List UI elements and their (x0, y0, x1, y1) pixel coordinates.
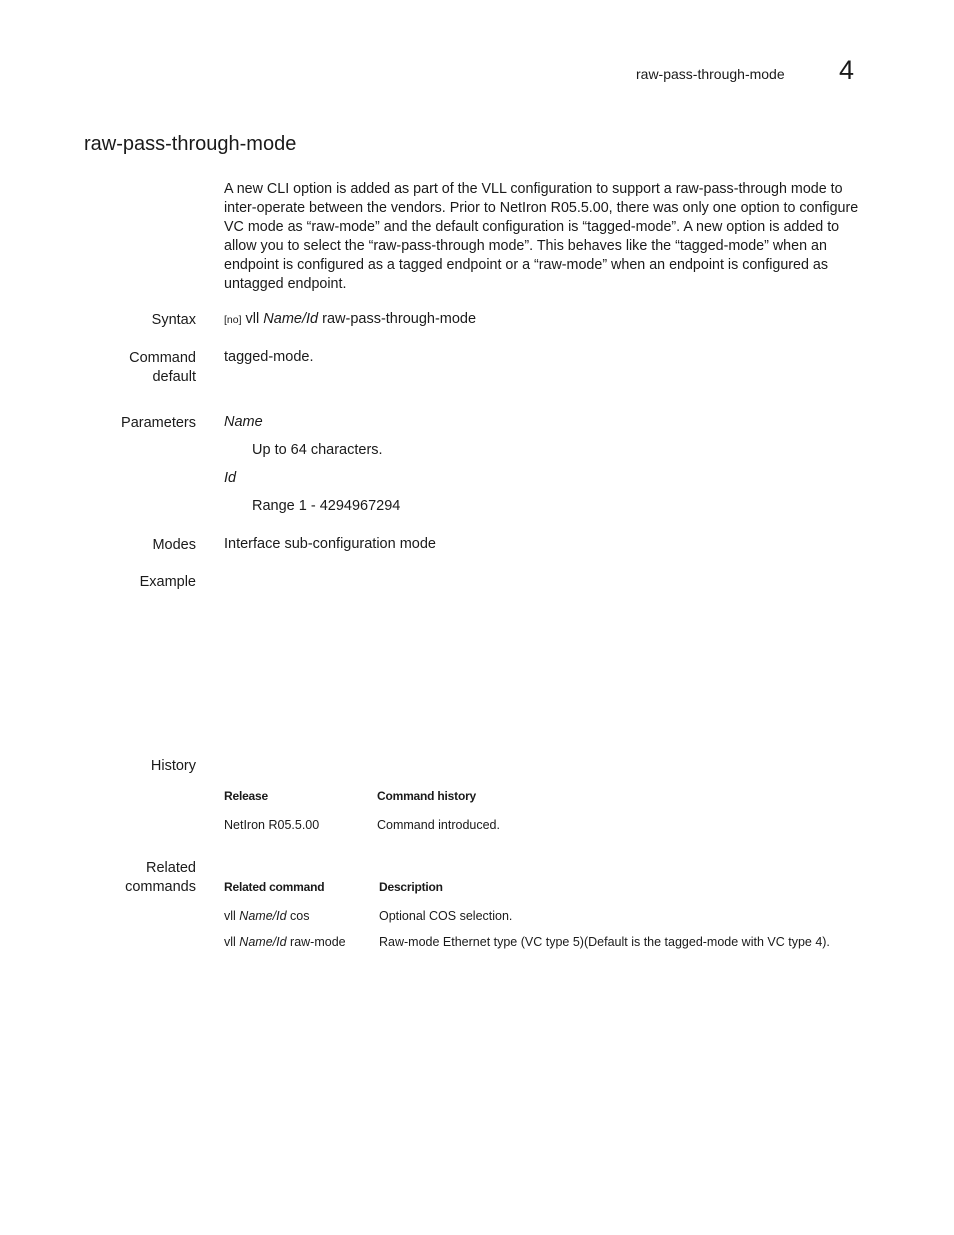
history-header-desc: Command history (377, 789, 477, 803)
related-commands-label: Related commands (125, 860, 196, 895)
syntax-command: vll (245, 311, 260, 327)
command-default-label: Command default (129, 350, 196, 385)
history-label: History (150, 758, 196, 774)
example-label: Example (139, 574, 196, 590)
syntax-rest: raw-pass-through-mode (322, 311, 477, 327)
chapter-number: 4 (839, 55, 855, 85)
related-header-command: Related command (224, 880, 325, 894)
param-name: Name (224, 414, 263, 430)
related-cell-command: vll Name/Id cos (224, 909, 310, 923)
syntax-no-keyword: [no] (224, 314, 242, 326)
param-desc: Range 1 - 4294967294 (252, 498, 401, 514)
related-cell-desc: Optional COS selection. (379, 909, 513, 923)
parameters-label: Parameters (121, 415, 196, 431)
history-cell-release: NetIron R05.5.00 (224, 818, 320, 832)
related-cell-command: vll Name/Id raw-mode (224, 935, 346, 949)
modes-label: Modes (152, 537, 196, 553)
related-cell-desc: Raw-mode Ethernet type (VC type 5)(Default is the tagged-mode with VC type 4). (379, 935, 830, 949)
syntax-label: Syntax (151, 312, 196, 328)
related-header-desc: Description (379, 880, 443, 894)
command-default-value: tagged-mode. (224, 349, 314, 365)
page-title: raw-pass-through-mode (84, 133, 297, 155)
param-desc: Up to 64 characters. (252, 442, 383, 458)
running-header-title: raw-pass-through-mode (636, 66, 785, 82)
history-header-release: Release (224, 789, 268, 803)
param-name: Id (224, 470, 237, 486)
modes-value: Interface sub-configuration mode (224, 536, 436, 552)
syntax-line (224, 311, 476, 327)
syntax-args: Name/Id (263, 311, 319, 327)
history-cell-desc: Command introduced. (377, 818, 500, 832)
intro-paragraph: A new CLI option is added as part of the VLL configuration to support a raw-pass-through mode to inter-operate between the vendors. Prior to NetIron R05.5.00, there was only one option to configure VC mode as “raw-mode” and the default configuration is “tagged-mode”. A new option is added to allow you to select the “raw-pass-through mode”. This behaves like the “tagged-mode” when an endpoint is configured as a tagged endpoint or a “raw-mode” when an endpoint is configured as untagged endpoint. (224, 181, 859, 292)
